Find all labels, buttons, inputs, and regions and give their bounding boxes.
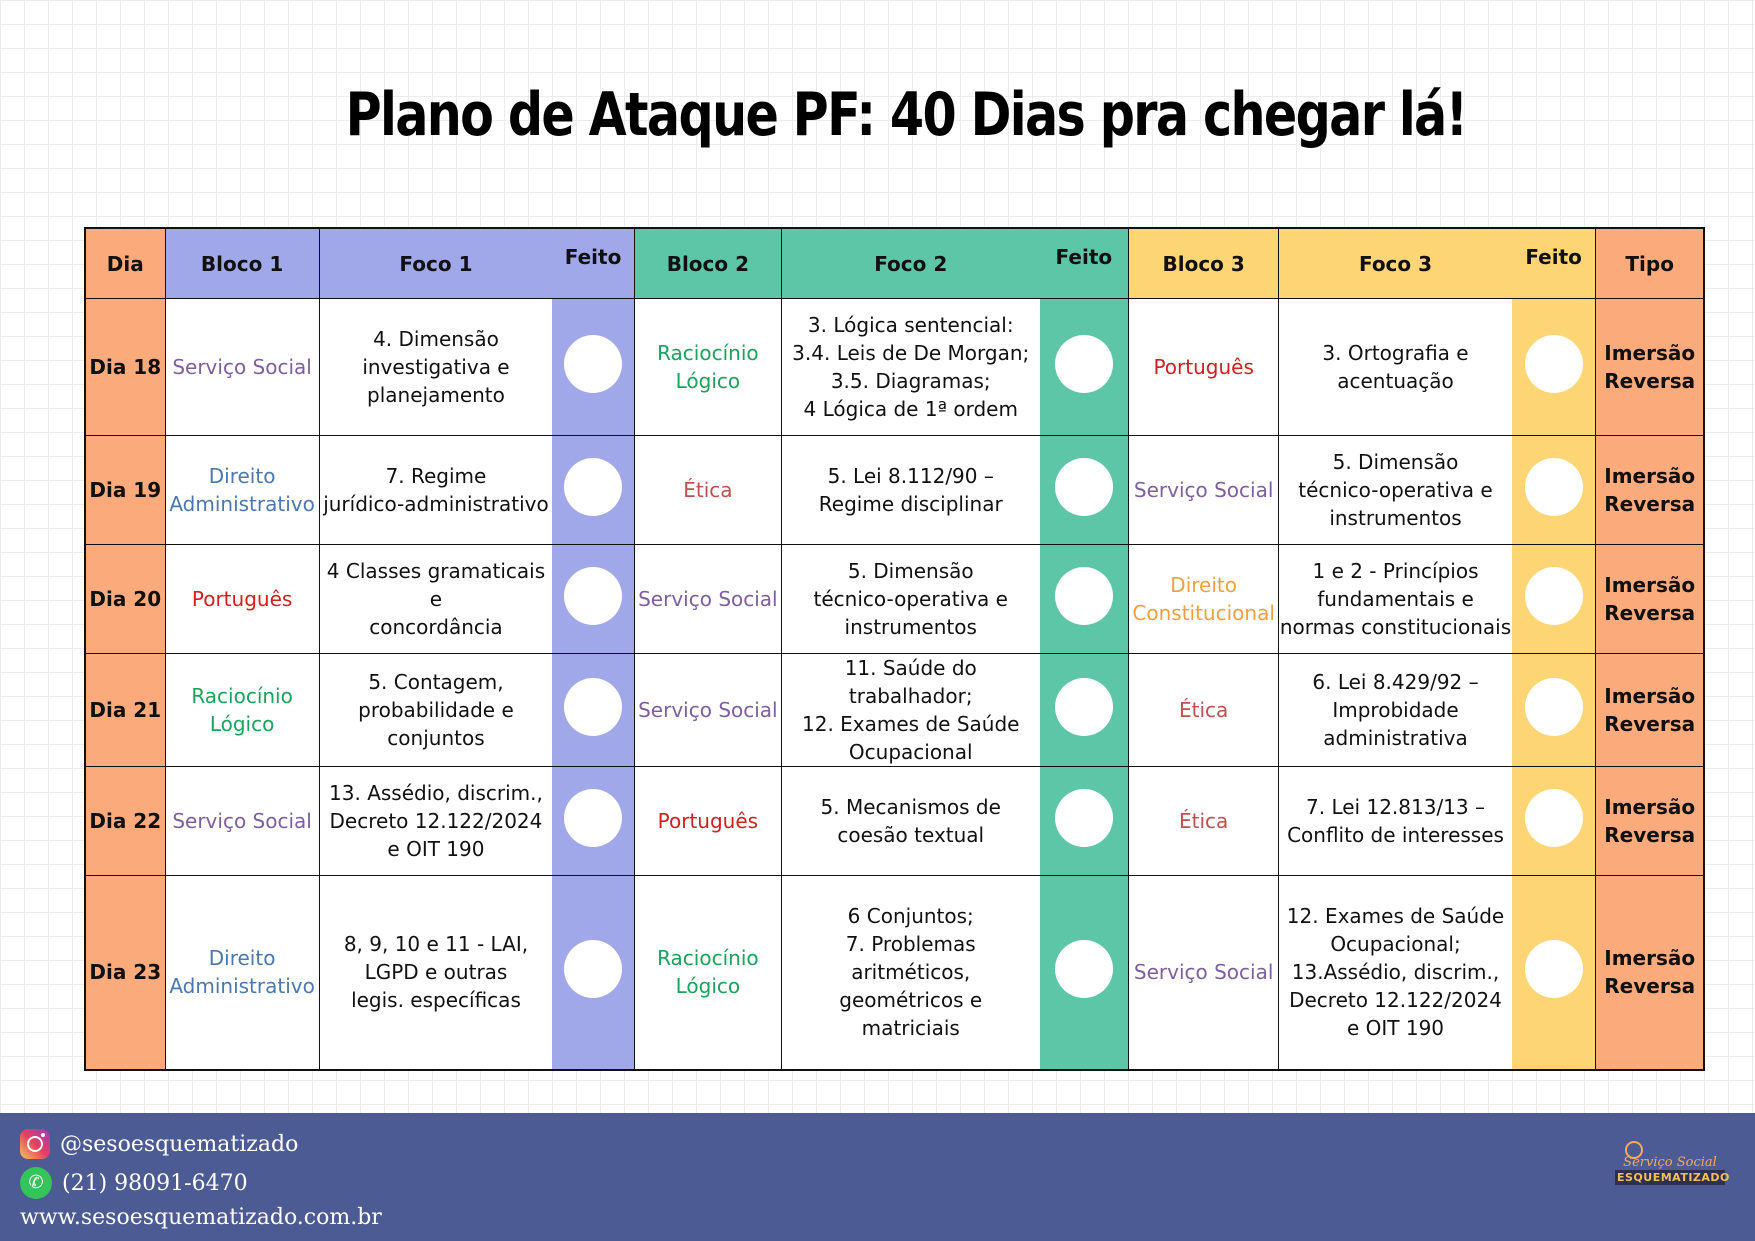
feito1-cell (552, 767, 634, 876)
done-checkbox[interactable] (564, 567, 622, 625)
header-foco3: Foco 3 (1279, 228, 1512, 299)
foco2-cell: 11. Saúde do trabalhador; 12. Exames de Saúde Ocupacional (781, 654, 1039, 767)
done-checkbox[interactable] (1055, 458, 1113, 516)
bloco3-cell: Serviço Social (1129, 436, 1279, 545)
brand-logo (1615, 1141, 1730, 1213)
table-row (85, 545, 1704, 654)
header-tipo: Tipo (1596, 228, 1704, 299)
foco3-cell: 1 e 2 - Princípios fundamentais e normas constitucionais (1279, 545, 1512, 654)
foco2-cell: 5. Dimensão técnico-operativa e instrumentos (781, 545, 1039, 654)
instagram-handle[interactable]: @sesoesquematizado (60, 1131, 299, 1157)
foco1-cell: 4. Dimensão investigativa e planejamento (319, 299, 552, 436)
bloco2-cell: Serviço Social (634, 654, 781, 767)
foco3-cell: 3. Ortografia e acentuação (1279, 299, 1512, 436)
bloco3-cell: Serviço Social (1129, 876, 1279, 1070)
tipo-cell: Imersão Reversa (1596, 436, 1704, 545)
foco2-cell: 6 Conjuntos; 7. Problemas aritméticos, geométricos e matriciais (781, 876, 1039, 1070)
feito1-cell (552, 876, 634, 1070)
study-schedule-table (84, 227, 1705, 1071)
bloco1-cell: Serviço Social (165, 299, 319, 436)
day-cell: Dia 22 (85, 767, 165, 876)
done-checkbox[interactable] (1525, 940, 1583, 998)
bloco2-cell: Raciocínio Lógico (634, 299, 781, 436)
website-link[interactable]: www.sesoesquematizado.com.br (20, 1205, 382, 1230)
header-bloco3: Bloco 3 (1129, 228, 1279, 299)
foco1-cell: 13. Assédio, discrim., Decreto 12.122/2024 e OIT 190 (319, 767, 552, 876)
foco1-cell: 5. Contagem, probabilidade e conjuntos (319, 654, 552, 767)
tipo-cell: Imersão Reversa (1596, 299, 1704, 436)
header-row (85, 228, 1704, 299)
header-feito2: Feito (1040, 228, 1129, 299)
day-cell: Dia 23 (85, 876, 165, 1070)
feito2-cell (1040, 767, 1129, 876)
table-row (85, 654, 1704, 767)
foco2-cell: 3. Lógica sentencial: 3.4. Leis de De Morgan; 3.5. Diagramas; 4 Lógica de 1ª ordem (781, 299, 1039, 436)
table-row (85, 436, 1704, 545)
header-bloco2: Bloco 2 (634, 228, 781, 299)
day-cell: Dia 21 (85, 654, 165, 767)
instagram-icon (20, 1129, 50, 1159)
done-checkbox[interactable] (564, 940, 622, 998)
feito2-cell (1040, 436, 1129, 545)
done-checkbox[interactable] (1055, 789, 1113, 847)
feito2-cell (1040, 299, 1129, 436)
bloco2-cell: Ética (634, 436, 781, 545)
tipo-cell: Imersão Reversa (1596, 876, 1704, 1070)
header-dia: Dia (85, 228, 165, 299)
done-checkbox[interactable] (1525, 567, 1583, 625)
phone-line (20, 1167, 248, 1199)
done-checkbox[interactable] (1055, 567, 1113, 625)
done-checkbox[interactable] (564, 678, 622, 736)
table-row (85, 876, 1704, 1070)
bloco3-cell: Direito Constitucional (1129, 545, 1279, 654)
tipo-cell: Imersão Reversa (1596, 767, 1704, 876)
phone-number[interactable]: (21) 98091-6470 (62, 1170, 248, 1196)
feito1-cell (552, 299, 634, 436)
header-bloco1: Bloco 1 (165, 228, 319, 299)
done-checkbox[interactable] (564, 458, 622, 516)
tipo-cell: Imersão Reversa (1596, 654, 1704, 767)
done-checkbox[interactable] (1055, 940, 1113, 998)
bloco1-cell: Serviço Social (165, 767, 319, 876)
day-cell: Dia 18 (85, 299, 165, 436)
day-cell: Dia 19 (85, 436, 165, 545)
feito3-cell (1512, 654, 1596, 767)
bloco3-cell: Ética (1129, 767, 1279, 876)
feito2-cell (1040, 876, 1129, 1070)
feito3-cell (1512, 299, 1596, 436)
foco3-cell: 5. Dimensão técnico-operativa e instrumentos (1279, 436, 1512, 545)
bloco2-cell: Raciocínio Lógico (634, 876, 781, 1070)
logo-text-2: ESQUEMATIZADO (1617, 1171, 1730, 1184)
logo-text-1: Serviço Social (1623, 1155, 1717, 1170)
done-checkbox[interactable] (1055, 678, 1113, 736)
feito2-cell (1040, 545, 1129, 654)
feito3-cell (1512, 876, 1596, 1070)
foco2-cell: 5. Mecanismos de coesão textual (781, 767, 1039, 876)
header-feito3: Feito (1512, 228, 1596, 299)
bloco2-cell: Português (634, 767, 781, 876)
bloco1-cell: Direito Administrativo (165, 876, 319, 1070)
bloco3-cell: Português (1129, 299, 1279, 436)
page-title: Plano de Ataque PF: 40 Dias pra chegar lá! (345, 80, 1467, 150)
website-line (20, 1205, 382, 1230)
foco3-cell: 6. Lei 8.429/92 – Improbidade administrativa (1279, 654, 1512, 767)
done-checkbox[interactable] (1525, 678, 1583, 736)
foco2-cell: 5. Lei 8.112/90 – Regime disciplinar (781, 436, 1039, 545)
whatsapp-icon: ✆ (20, 1167, 52, 1199)
bloco1-cell: Direito Administrativo (165, 436, 319, 545)
feito3-cell (1512, 545, 1596, 654)
foco1-cell: 4 Classes gramaticais e concordância (319, 545, 552, 654)
header-foco2: Foco 2 (781, 228, 1039, 299)
done-checkbox[interactable] (564, 335, 622, 393)
header-feito1: Feito (552, 228, 634, 299)
footer (0, 1113, 1755, 1241)
feito1-cell (552, 654, 634, 767)
foco3-cell: 7. Lei 12.813/13 – Conflito de interesses (1279, 767, 1512, 876)
bloco3-cell: Ética (1129, 654, 1279, 767)
bloco1-cell: Raciocínio Lógico (165, 654, 319, 767)
table-row (85, 767, 1704, 876)
header-foco1: Foco 1 (319, 228, 552, 299)
table-row (85, 299, 1704, 436)
feito2-cell (1040, 654, 1129, 767)
done-checkbox[interactable] (1525, 458, 1583, 516)
foco3-cell: 12. Exames de Saúde Ocupacional; 13.Assédio, discrim., Decreto 12.122/2024 e OIT 190 (1279, 876, 1512, 1070)
feito1-cell (552, 436, 634, 545)
day-cell: Dia 20 (85, 545, 165, 654)
bloco2-cell: Serviço Social (634, 545, 781, 654)
bloco1-cell: Português (165, 545, 319, 654)
sun-icon (1625, 1141, 1643, 1159)
done-checkbox[interactable] (564, 789, 622, 847)
done-checkbox[interactable] (1525, 335, 1583, 393)
done-checkbox[interactable] (1055, 335, 1113, 393)
foco1-cell: 8, 9, 10 e 11 - LAI, LGPD e outras legis. específicas (319, 876, 552, 1070)
instagram-line (20, 1129, 298, 1159)
feito3-cell (1512, 436, 1596, 545)
feito1-cell (552, 545, 634, 654)
feito3-cell (1512, 767, 1596, 876)
tipo-cell: Imersão Reversa (1596, 545, 1704, 654)
foco1-cell: 7. Regime jurídico-administrativo (319, 436, 552, 545)
done-checkbox[interactable] (1525, 789, 1583, 847)
